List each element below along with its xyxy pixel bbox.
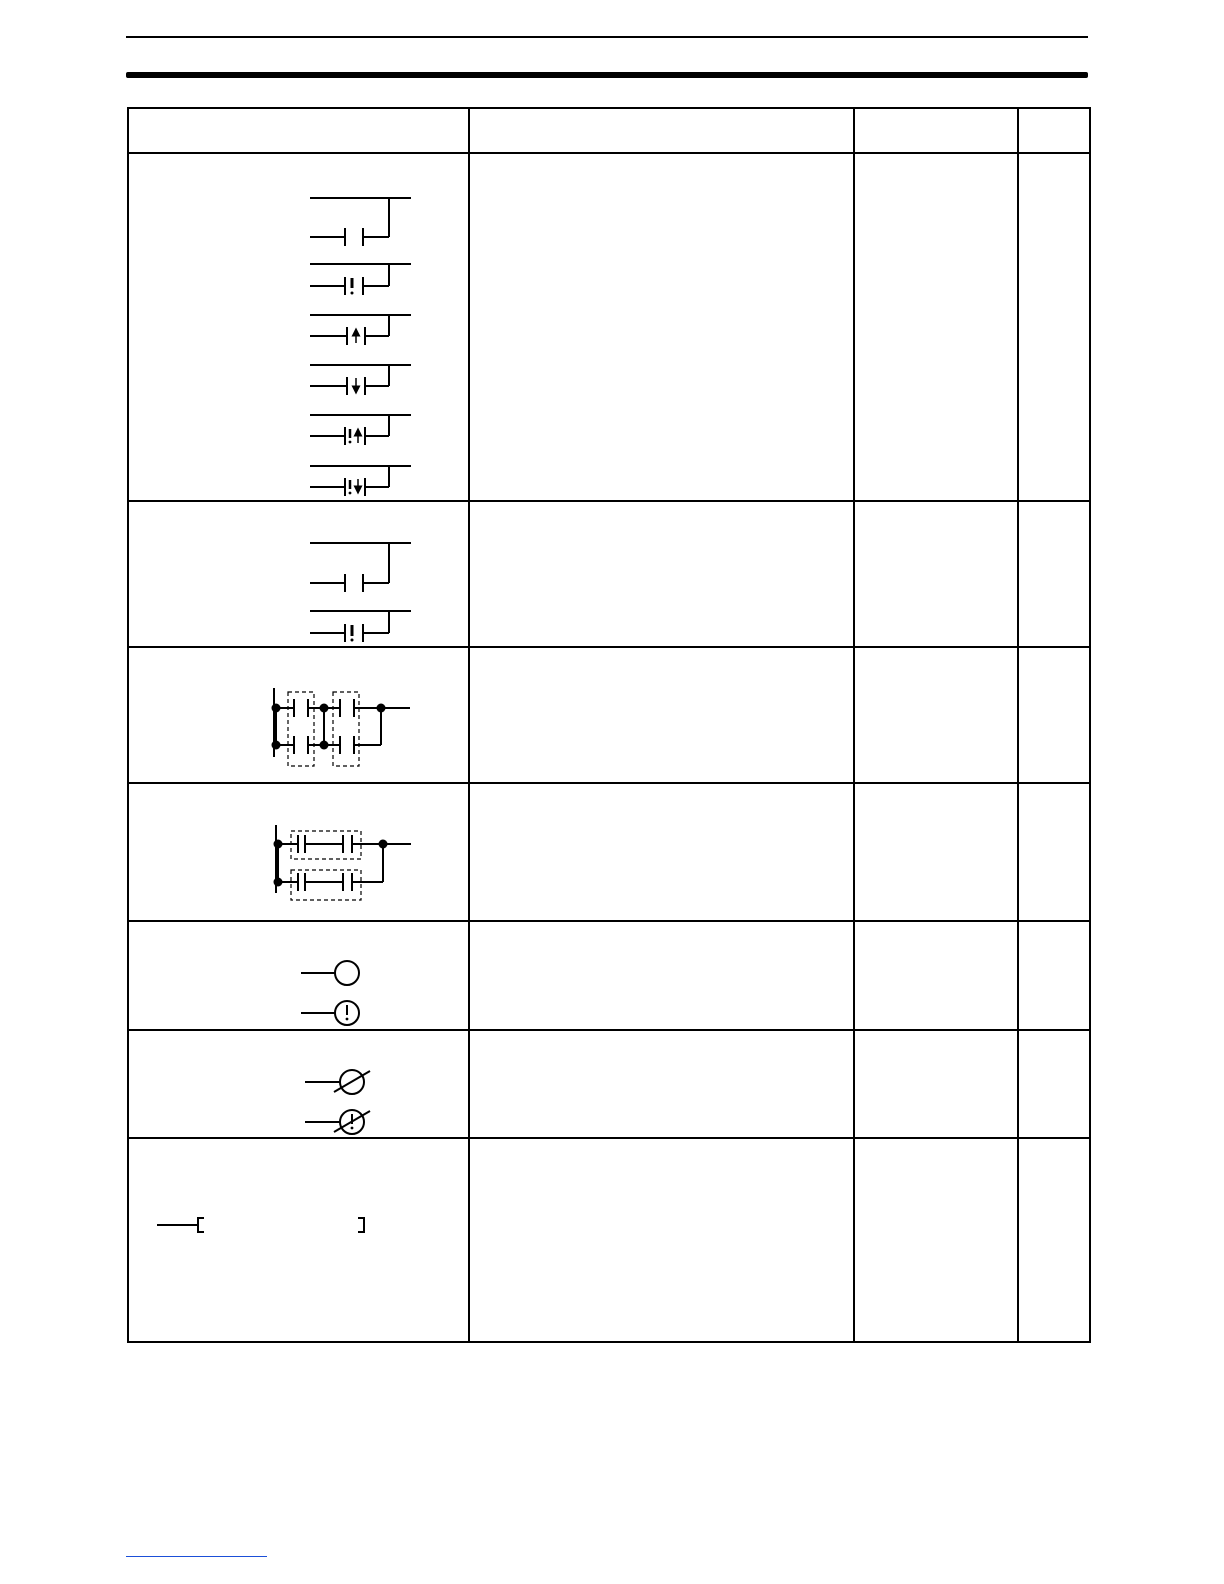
table-row [157,1218,364,1232]
parallel-blocks-in-series-icon [272,688,411,766]
table-row [274,825,412,900]
contact-icon [310,198,411,246]
table-grid [128,108,1090,1342]
table-row [301,961,359,1025]
table-row [310,543,411,642]
up-differentiated-contact-icon [310,315,411,345]
immediate-up-differentiated-contact-icon [310,415,411,445]
immediate-down-differentiated-contact-icon [310,466,411,496]
immediate-contact-icon [310,611,411,642]
immediate-contact-icon [310,264,411,295]
footer-link-underline[interactable] [126,1556,267,1557]
table-row [272,688,411,766]
immediate-negated-output-coil-icon [305,1110,370,1134]
output-coil-icon [301,961,359,985]
series-blocks-in-parallel-icon [274,825,412,900]
instruction-bracket-icon [157,1218,364,1232]
negated-output-coil-icon [305,1070,370,1094]
table-row [310,198,411,496]
contact-icon [310,543,411,592]
immediate-output-coil-icon [301,1001,359,1025]
down-differentiated-contact-icon [310,365,411,395]
table-row [305,1070,370,1134]
